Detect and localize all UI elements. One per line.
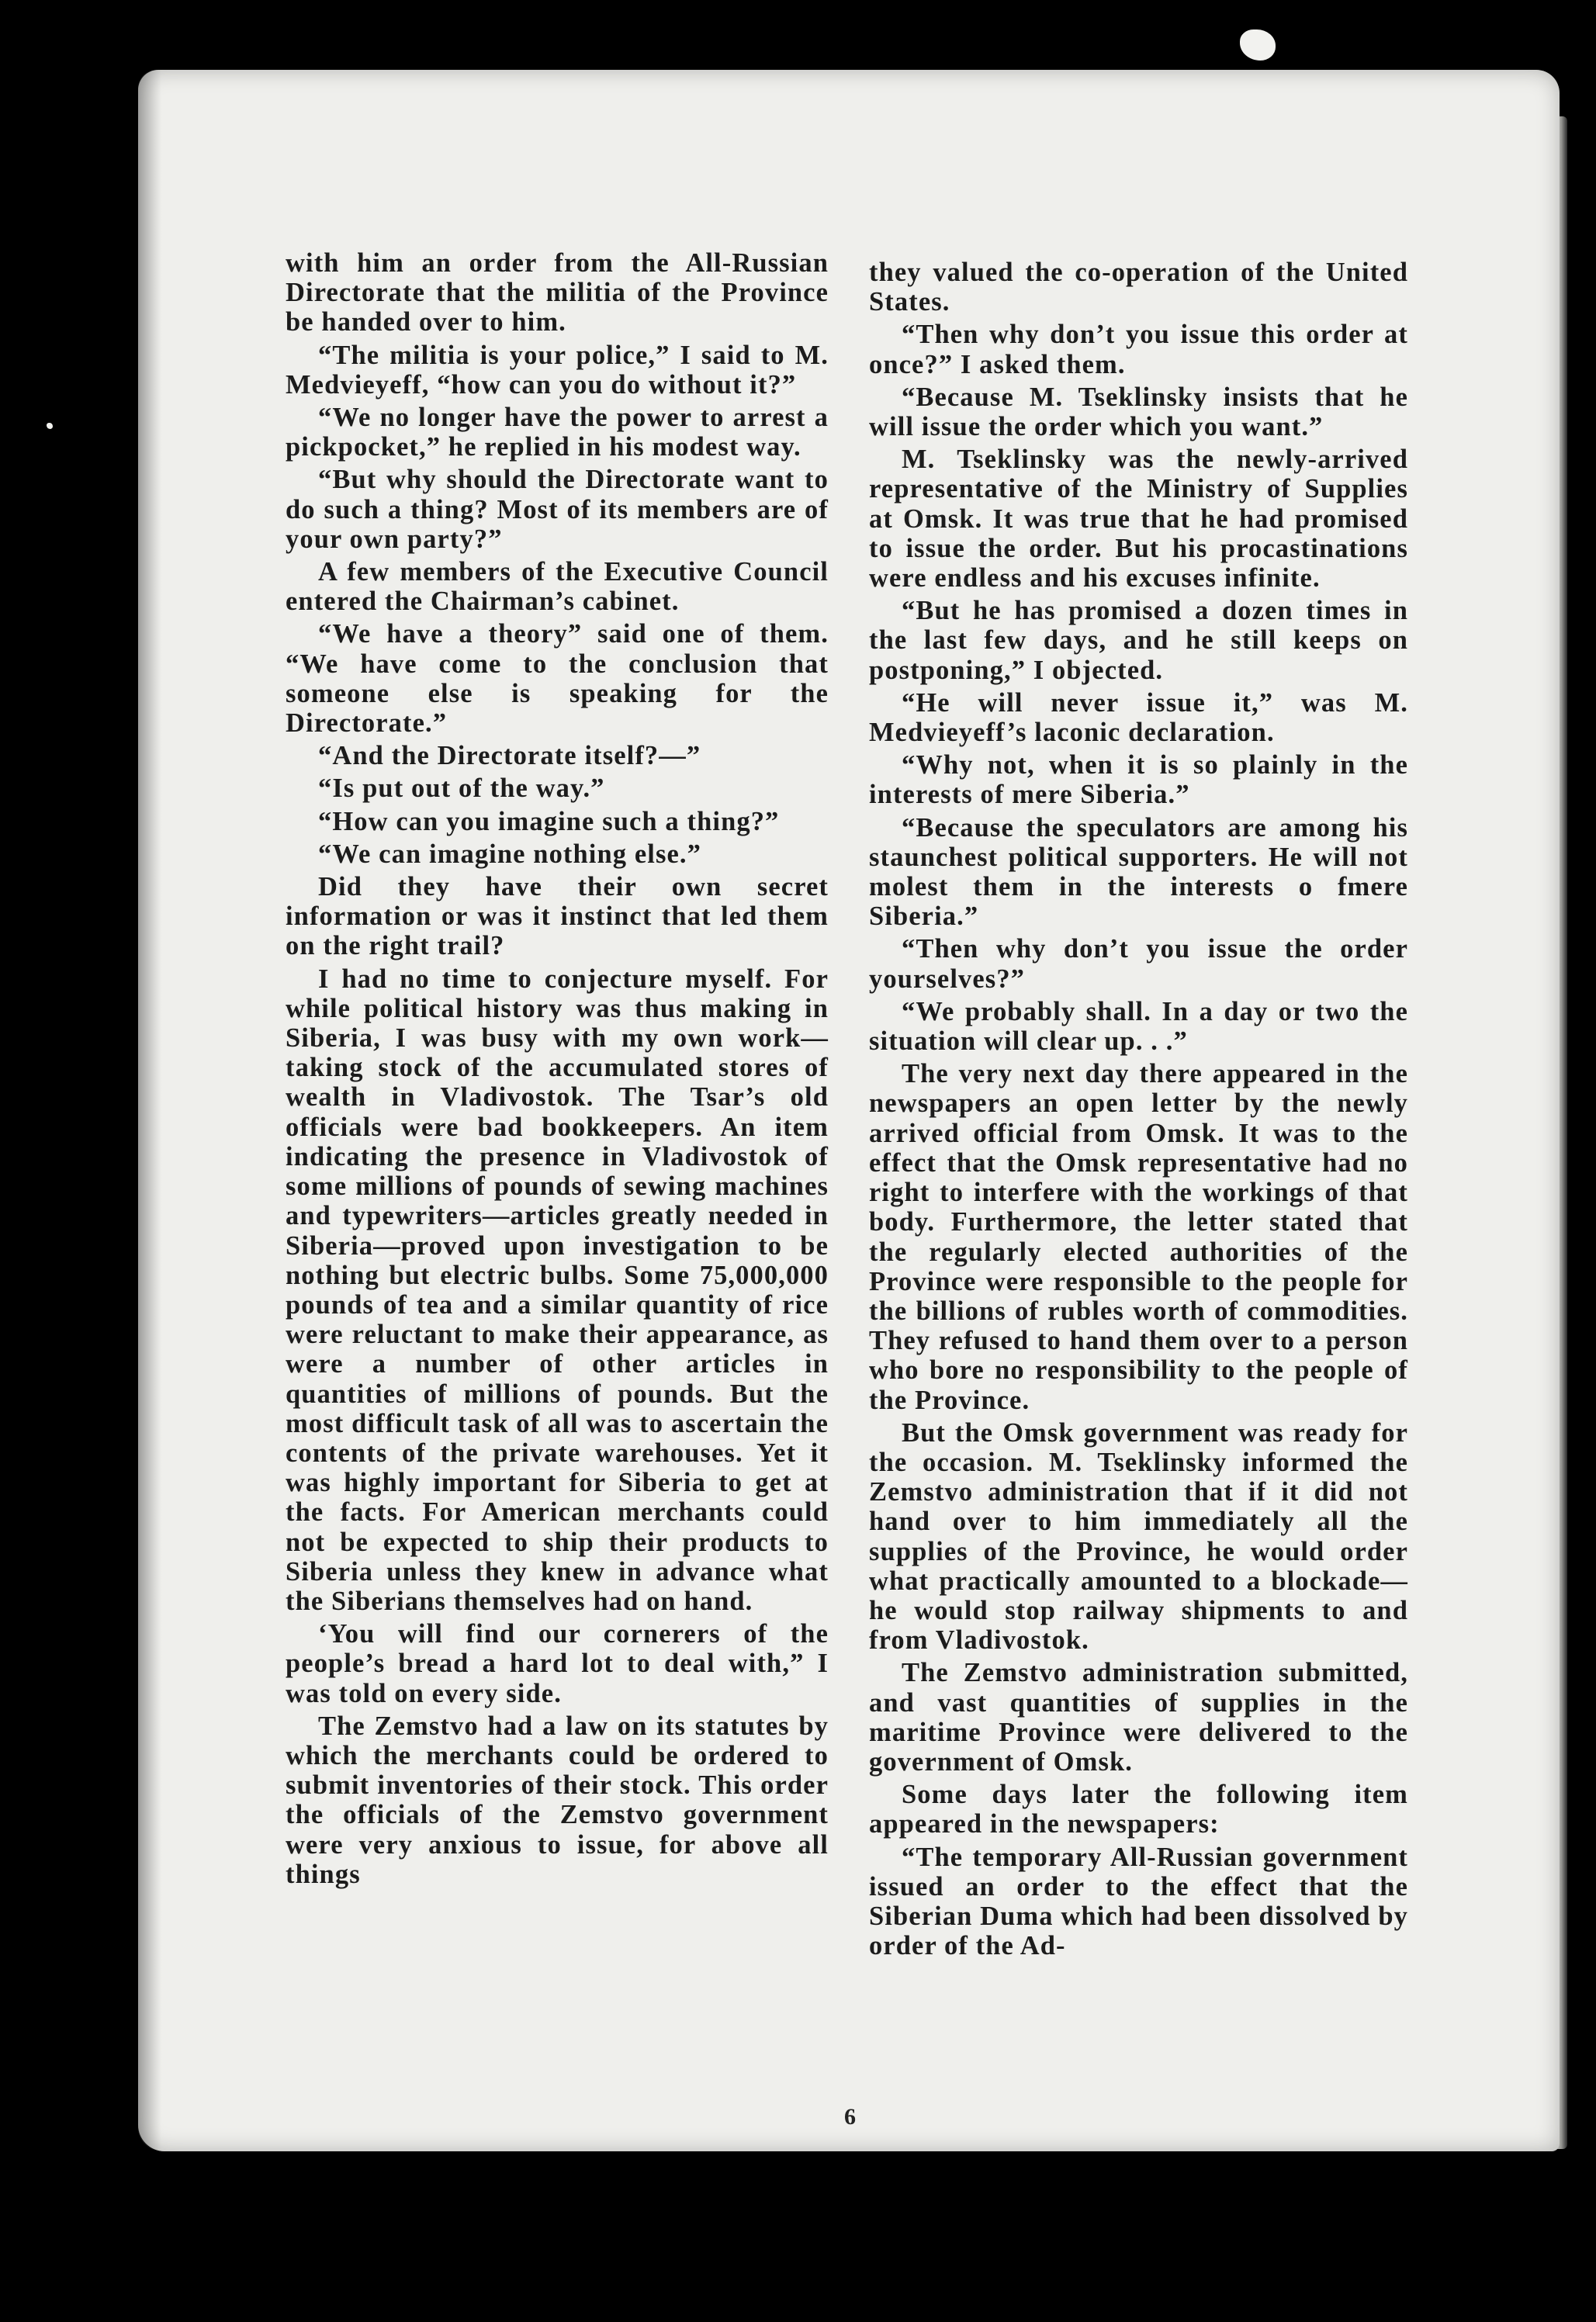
page-number: 6 [844,2104,856,2130]
margin-speck [47,423,53,429]
paragraph: “Then why don’t you issue the order yourselves?” [869,934,1408,994]
paragraph: I had no time to conjecture myself. For while political history was thus making in Siberia, I was busy with my own work—taking stock of the accumulated stores of wealth in Vladivostok. The Tsar’s old officials were bad bookkeepers. An item indicating the presence in Vladivostok of some millions of pounds of sewing machines and typewriters—articles greatly needed in Siberia—proved upon investigation to be nothing but electric bulbs. Some 75,000,000 pounds of tea and a similar quantity of rice were reluctant to make their appearance, as were a number of other articles in quantities of millions of pounds. But the most difficult task of all was to ascertain the contents of the private warehouses. Yet it was highly important for Siberia to get at the facts. For American merchants could not be expected to ship their products to Siberia unless they knew in advance what the Siberians themselves had on hand. [286,964,829,1616]
left-text-column [286,248,829,1892]
paragraph: “But he has promised a dozen times in the last few days, and he still keeps on postponing,” I objected. [869,596,1408,685]
paragraph: The Zemstvo had a law on its statutes by which the merchants could be ordered to submit inventories of their stock. This order the officials of the Zemstvo government were very anxious to issue, for above all things [286,1711,829,1889]
paragraph: “The militia is your police,” I said to M. Medvieyeff, “how can you do without it?” [286,340,829,400]
paragraph: “Because the speculators are among his staunchest political supporters. He will not molest them in the interests o fmere Siberia.” [869,812,1408,932]
paragraph: Some days later the following item appeared in the newspapers: [869,1780,1408,1839]
paragraph: “Because M. Tseklinsky insists that he will issue the order which you want.” [869,382,1408,442]
paragraph: “We probably shall. In a day or two the situation will clear up. . .” [869,996,1408,1057]
paragraph: “Is put out of the way.” [318,773,605,804]
paragraph: they valued the co-operation of the United States. [869,258,1408,317]
paragraph: “We have a theory” said one of them. “We have come to the conclusion that someone else is speaking for the Directorate.” [286,619,829,739]
paragraph: “He will never issue it,” was M. Medvieyeff’s laconic declaration. [869,687,1408,748]
paragraph: The very next day there appeared in the newspapers an open letter by the newly arrived official from Omsk. It was to the effect that the Omsk representative had no right to interfere with the workings of that body. Furthermore, the letter stated that the regularly elected authorities of the Province were responsible to the people for the billions of rubles worth of commodities. They refused to hand them over to a person who bore no responsibility to the people of the Province. [869,1059,1408,1415]
paragraph: “And the Directorate itself?—” [318,741,701,771]
paragraph: “We no longer have the power to arrest a pickpocket,” he replied in his modest way. [286,403,829,462]
corner-paper-fragment [1240,29,1276,61]
paragraph: “How can you imagine such a thing?” [318,806,780,836]
paragraph: “The temporary All-Russian government issued an order to the effect that the Siberian Duma which had been dissolved by order of the Ad- [869,1842,1409,1961]
paragraph: M. Tseklinsky was the newly-arrived representative of the Ministry of Supplies at Omsk. It was true that he had promised to issue the order. But his procastinations were endless and his excuses infinite. [869,445,1408,593]
paragraph: with him an order from the All-Russian Directorate that the militia of the Province be handed over to him. [286,248,829,337]
paragraph: The Zemstvo administration submitted, and vast quantities of supplies in the maritime Province were delivered to the government of Omsk. [869,1658,1408,1777]
paragraph: “But why should the Directorate want to do such a thing? Most of its members are of your own party?” [286,465,829,554]
right-text-column [869,258,1408,1964]
paragraph: “Then why don’t you issue this order at once?” I asked them. [869,320,1408,379]
paragraph: “Why not, when it is so plainly in the interests of mere Siberia.” [869,750,1408,810]
paragraph: Did they have their own secret information or was it instinct that led them on the right trail? [286,872,829,961]
paragraph: ‘You will find our cornerers of the people’s bread a hard lot to deal with,” I was told on every side. [286,1619,829,1708]
paragraph: “We can imagine nothing else.” [318,839,701,869]
paragraph: A few members of the Executive Council entered the Chairman’s cabinet. [286,557,829,617]
paragraph: But the Omsk government was ready for the occasion. M. Tseklinsky informed the Zemstvo administration that if it did not hand over to him immediately all the supplies of the Province, he would order what practically amounted to a blockade—he would stop railway shipments to and from Vladivostok. [869,1417,1408,1656]
